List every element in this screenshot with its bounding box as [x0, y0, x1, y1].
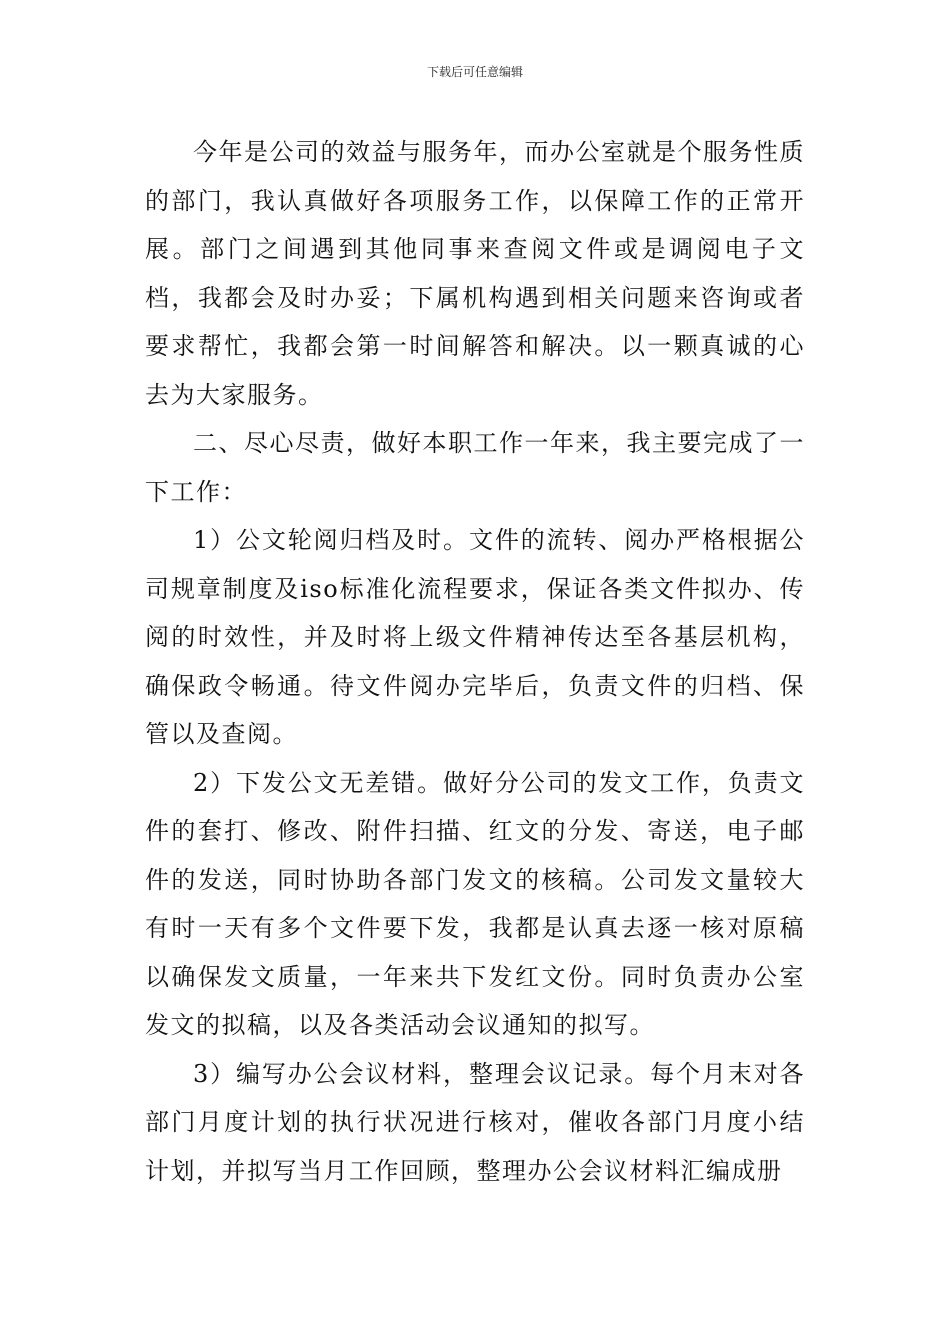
paragraph-item-3-meeting-materials: 3）编写办公会议材料，整理会议记录。每个月末对各部门月度计划的执行状况进行核对，催收各部门月度小结计划，并拟写当月工作回顾，整理办公会议材料汇编成册 — [145, 1059, 805, 1185]
paragraph-office-service: 今年是公司的效益与服务年，而办公室就是个服务性质的部门，我认真做好各项服务工作，以保障工作的正常开展。部门之间遇到其他同事来查阅文件或是调阅电子文档，我都会及时办妥；下属机构遇到相关问题来咨询或者要求帮忙，我都会第一时间解答和解决。以一颗真诚的心去为大家服务。 — [145, 138, 805, 409]
document-body — [145, 128, 805, 1195]
paragraph-item-2-document-issuing: 2）下发公文无差错。做好分公司的发文工作，负责文件的套打、修改、附件扫描、红文的分发、寄送，电子邮件的发送，同时协助各部门发文的核稿。公司发文量较大有时一天有多个文件要下发，我都是认真去逐一核对原稿以确保发文质量，一年来共下发红文份。同时负责办公室发文的拟稿，以及各类活动会议通知的拟写。 — [145, 768, 805, 1039]
paragraph-item-1-document-archiving: 1）公文轮阅归档及时。文件的流转、阅办严格根据公司规章制度及iso标准化流程要求，保证各类文件拟办、传阅的时效性，并及时将上级文件精神传达至各基层机构，确保政令畅通。待文件阅办完毕后，负责文件的归档、保管以及查阅。 — [145, 526, 805, 748]
page-header: 下载后可任意编辑 — [426, 65, 523, 79]
paragraph-section-two-heading: 二、尽心尽责，做好本职工作一年来，我主要完成了一下工作： — [145, 429, 805, 506]
